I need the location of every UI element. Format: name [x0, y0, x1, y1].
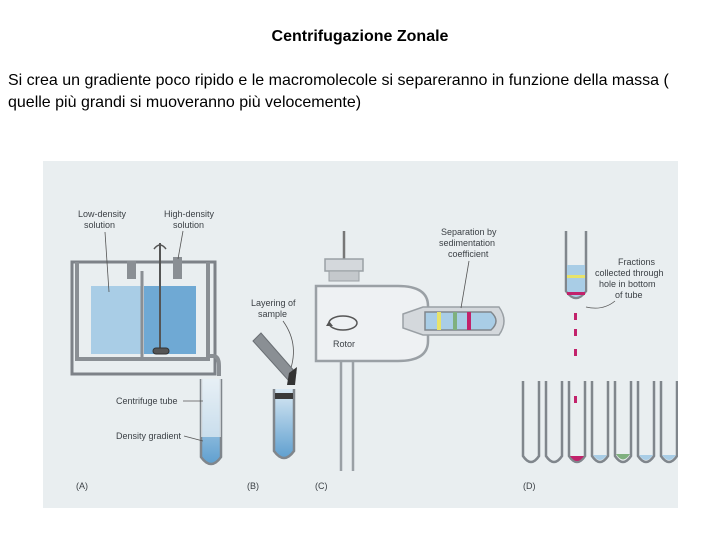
fraction-tube	[523, 381, 539, 462]
high-density-liquid	[144, 286, 196, 354]
fraction-tube	[546, 381, 562, 462]
drop	[574, 349, 577, 356]
fraction-tube	[615, 381, 631, 462]
band-yellow	[437, 312, 441, 330]
label-high-density: High-density	[164, 209, 215, 219]
label-separation-2: sedimentation	[439, 238, 496, 248]
label-low-density-2: solution	[84, 220, 116, 230]
band-green	[453, 312, 457, 330]
fraction-tube	[592, 381, 608, 462]
label-layering: Layering of	[251, 298, 296, 308]
band-magenta	[467, 312, 471, 330]
drop	[574, 329, 577, 336]
panel-d-fractions	[523, 231, 677, 491]
panel-label-d: (D)	[523, 481, 536, 491]
fraction-tubes-row	[523, 381, 677, 462]
label-density-gradient: Density gradient	[116, 431, 182, 441]
panel-a-gradient-mixer	[72, 209, 221, 491]
fraction-tube	[661, 381, 677, 462]
label-fractions-4: of tube	[615, 290, 643, 300]
label-separation: Separation by	[441, 227, 497, 237]
description-text: Si crea un gradiente poco ripido e le macromolecole si separeranno in funzione della massa ( quelle più grandi si muoveranno più velocemente)	[8, 72, 669, 111]
label-fractions-2: collected through	[595, 268, 664, 278]
fraction-tube	[569, 381, 585, 462]
panel-label-c: (C)	[315, 481, 328, 491]
drop	[574, 313, 577, 320]
low-density-liquid	[91, 286, 141, 354]
label-centrifuge-tube: Centrifuge tube	[116, 396, 178, 406]
sample-layer	[275, 393, 293, 399]
drop	[574, 396, 577, 403]
panel-b-layering	[247, 298, 297, 491]
zonal-centrifugation-figure	[43, 161, 678, 508]
panel-c-rotor	[315, 227, 504, 491]
gradient-tube	[274, 389, 294, 458]
label-fractions-3: hole in bottom	[599, 279, 656, 289]
spinning-tube	[425, 312, 496, 330]
label-rotor: Rotor	[333, 339, 356, 349]
label-high-density-2: solution	[173, 220, 205, 230]
panel-label-a: (A)	[76, 481, 88, 491]
label-separation-3: coefficient	[448, 249, 489, 259]
fraction-tube	[638, 381, 654, 462]
label-low-density: Low-density	[78, 209, 127, 219]
label-fractions: Fractions	[618, 257, 656, 267]
label-layering-2: sample	[258, 309, 288, 319]
panel-label-b: (B)	[247, 481, 259, 491]
page-title: Centrifugazione Zonale	[271, 28, 449, 45]
